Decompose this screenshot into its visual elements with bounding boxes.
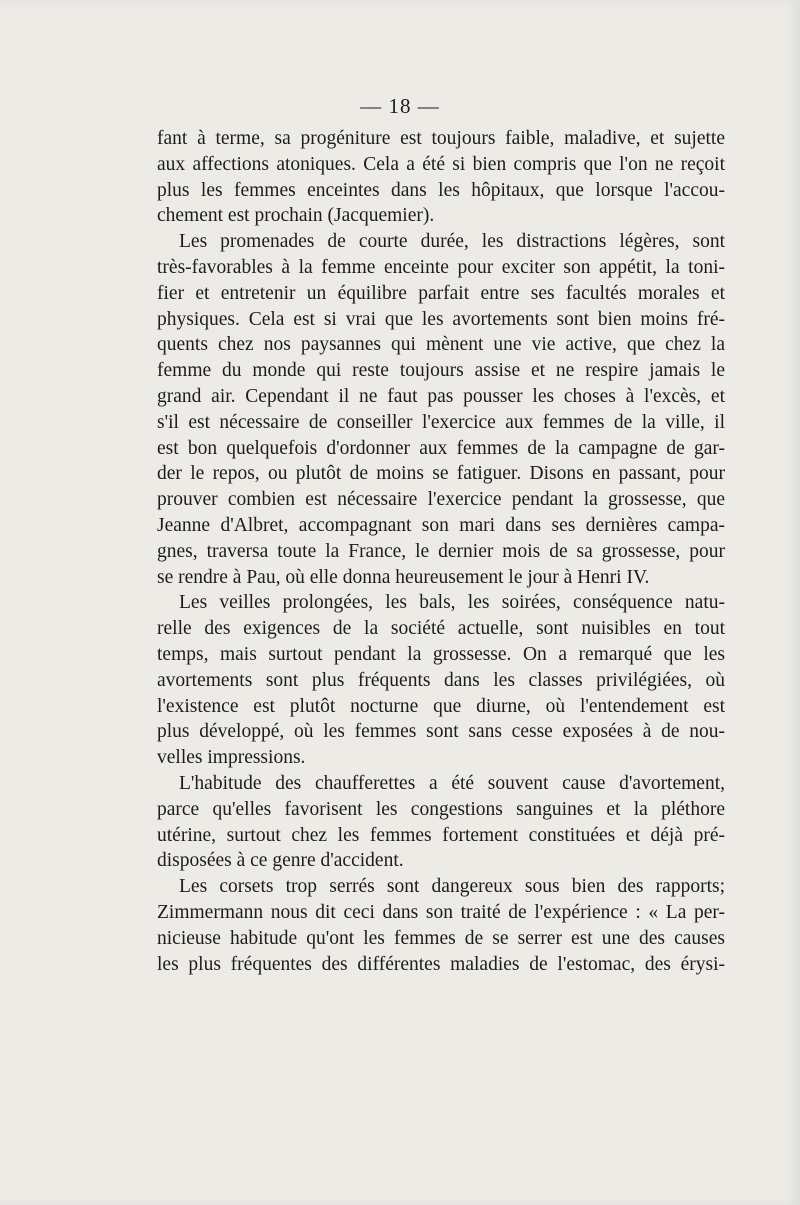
text-line: Jeanne d'Albret, accompagnant son mari dans ses dernières campa- bbox=[157, 514, 725, 536]
text-line: der le repos, ou plutôt de moins se fatiguer. Disons en passant, pour bbox=[157, 463, 725, 485]
text-line: nicieuse habitude qu'ont les femmes de se serrer est une des causes bbox=[157, 927, 725, 949]
text-line: gnes, traversa toute la France, le dernier mois de sa grossesse, pour bbox=[157, 540, 725, 562]
text-line: prouver combien est nécessaire l'exercice pendant la grossesse, que bbox=[157, 489, 725, 511]
text-line: fant à terme, sa progéniture est toujours faible, maladive, et sujette bbox=[157, 128, 725, 149]
text-line: chement est prochain (Jacquemier). bbox=[157, 205, 435, 227]
text-line: l'existence est plutôt nocturne que diurne, où l'entendement est bbox=[157, 695, 725, 717]
text-line: fier et entretenir un équilibre parfait entre ses facultés morales et bbox=[157, 282, 725, 304]
text-line: aux affections atoniques. Cela a été si bien compris que l'on ne reçoit bbox=[157, 153, 725, 175]
page-number-header: — 18 — bbox=[360, 94, 440, 118]
text-line: disposées à ce genre d'accident. bbox=[157, 850, 404, 872]
text-line: se rendre à Pau, où elle donna heureusement le jour à Henri IV. bbox=[157, 566, 650, 588]
text-line: Les veilles prolongées, les bals, les soirées, conséquence natu- bbox=[179, 592, 725, 614]
text-line: Les promenades de courte durée, les distractions légères, sont bbox=[179, 231, 725, 253]
text-line: est bon quelquefois d'ordonner aux femmes de la campagne de gar- bbox=[157, 437, 725, 459]
text-line: quents chez nos paysannes qui mènent une vie active, que chez la bbox=[157, 334, 725, 356]
text-line: physiques. Cela est si vrai que les avortements sont bien moins fré- bbox=[157, 308, 725, 330]
text-line: avortements sont plus fréquents dans les classes privilégiées, où bbox=[157, 669, 725, 691]
text-line: parce qu'elles favorisent les congestions sanguines et la pléthore bbox=[157, 798, 725, 820]
text-line: femme du monde qui reste toujours assise et ne respire jamais le bbox=[157, 360, 725, 382]
page-body-text bbox=[157, 126, 725, 977]
text-line: les plus fréquentes des différentes maladies de l'estomac, des érysi- bbox=[157, 953, 725, 975]
text-line: temps, mais surtout pendant la grossesse. On a remarqué que les bbox=[157, 643, 725, 665]
text-line: L'habitude des chaufferettes a été souvent cause d'avortement, bbox=[179, 772, 725, 794]
text-line: plus développé, où les femmes sont sans cesse exposées à de nou- bbox=[157, 721, 725, 743]
text-line: très-favorables à la femme enceinte pour exciter son appétit, la toni- bbox=[157, 256, 725, 278]
text-line: s'il est nécessaire de conseiller l'exercice aux femmes de la ville, il bbox=[157, 411, 725, 433]
text-line: relle des exigences de la société actuelle, sont nuisibles en tout bbox=[157, 618, 725, 640]
text-line: Les corsets trop serrés sont dangereux sous bien des rapports; bbox=[179, 876, 725, 898]
text-line: grand air. Cependant il ne faut pas pousser les choses à l'excès, et bbox=[157, 385, 725, 407]
text-line: Zimmermann nous dit ceci dans son traité de l'expérience : « La per- bbox=[157, 901, 725, 923]
text-line: plus les femmes enceintes dans les hôpitaux, que lorsque l'accou- bbox=[157, 179, 725, 201]
text-line: velles impressions. bbox=[157, 747, 306, 769]
text-line: utérine, surtout chez les femmes fortement constituées et déjà pré- bbox=[157, 824, 725, 846]
